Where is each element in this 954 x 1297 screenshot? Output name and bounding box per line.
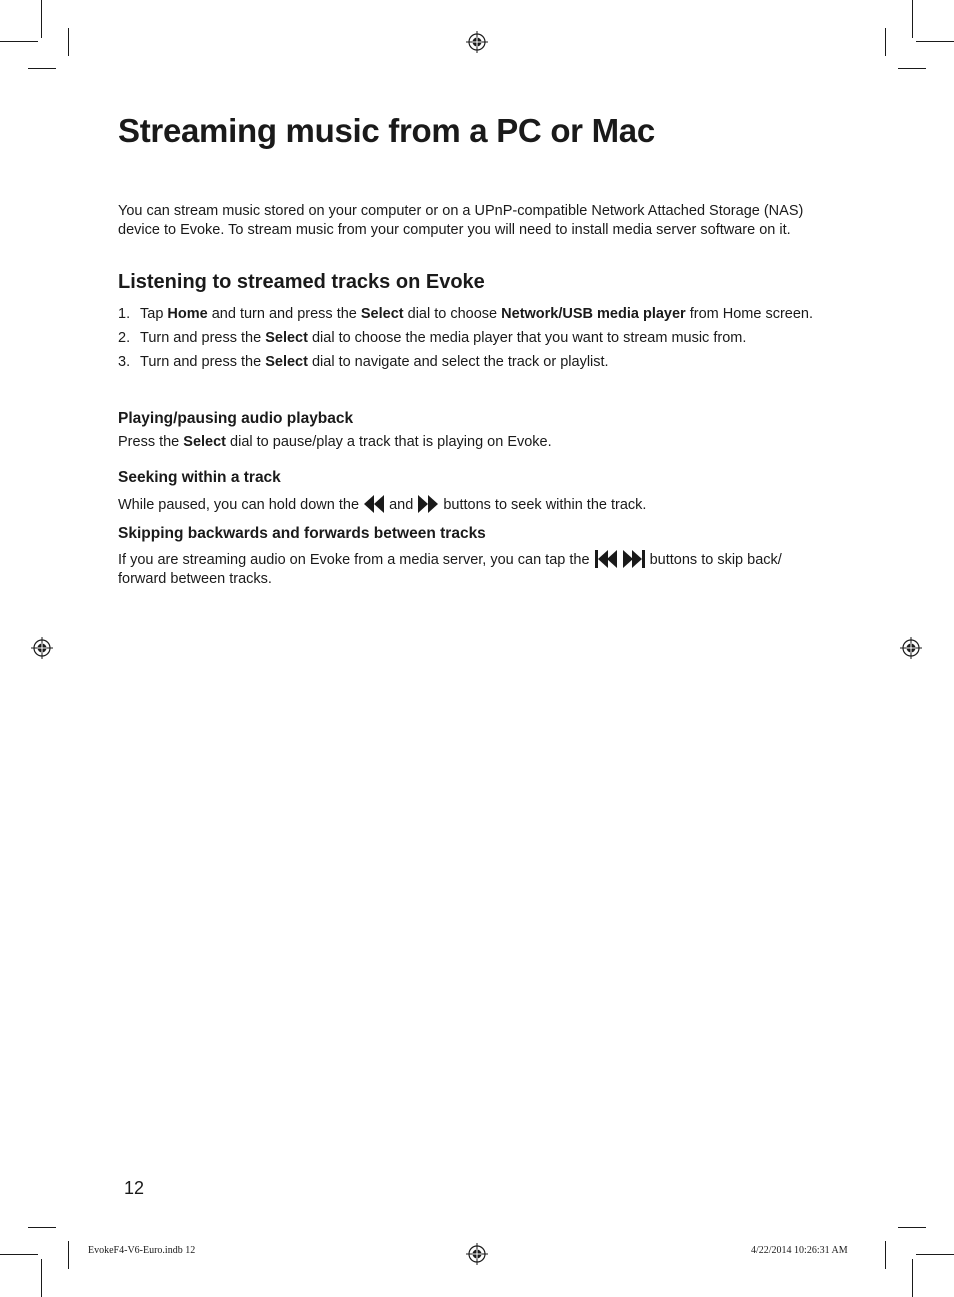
- step-number: 2.: [118, 330, 131, 346]
- paragraph-text: If you are streaming audio on Evoke from a media server, you can tap the: [118, 552, 594, 568]
- step-text: Tap: [140, 306, 168, 322]
- step-keyword: Home: [167, 306, 208, 322]
- paragraph-text: buttons to seek within the track.: [439, 497, 647, 513]
- page-title: Streaming music from a PC or Mac: [118, 112, 655, 149]
- step-text: from Home screen.: [685, 306, 814, 322]
- crop-mark: [28, 68, 56, 69]
- paragraph-text: and: [385, 497, 418, 513]
- list-item: [118, 305, 818, 324]
- rewind-icon: [363, 494, 385, 514]
- intro-paragraph: You can stream music stored on your computer or on a UPnP-compatible Network Attached Storage (NAS) device to Evoke. To stream music from your computer you will need to install media server software on it.: [118, 203, 804, 238]
- section-heading: Listening to streamed tracks on Evoke: [118, 271, 485, 293]
- crop-mark: [912, 0, 913, 38]
- registration-mark-icon: [466, 1243, 488, 1265]
- step-keyword: Select: [360, 306, 404, 322]
- seeking-heading: Seeking within a track: [118, 469, 281, 486]
- crop-mark: [68, 1241, 69, 1269]
- crop-mark: [916, 41, 954, 42]
- paragraph-text: buttons to skip back/ forward between tracks.: [118, 552, 782, 587]
- crop-mark: [0, 41, 38, 42]
- steps-list: [118, 305, 818, 377]
- step-number: 3.: [118, 354, 131, 370]
- crop-mark: [885, 1241, 886, 1269]
- step-text: Turn and press the: [140, 354, 266, 370]
- step-keyword: Select: [265, 354, 308, 370]
- registration-mark-icon: [31, 637, 53, 659]
- registration-mark-icon: [900, 637, 922, 659]
- skipping-paragraph: [118, 549, 828, 589]
- step-text: dial to choose the media player that you want to stream music from.: [307, 330, 747, 346]
- step-text: dial to choose: [403, 306, 502, 322]
- registration-mark-icon: [466, 31, 488, 53]
- playing-heading: Playing/pausing audio playback: [118, 410, 354, 427]
- seeking-paragraph: [118, 494, 828, 515]
- crop-mark: [898, 68, 926, 69]
- step-text: and turn and press the: [207, 306, 361, 322]
- list-item: [118, 353, 818, 372]
- skipping-heading: Skipping backwards and forwards between tracks: [118, 525, 486, 542]
- step-keyword: Network/USB media player: [501, 306, 686, 322]
- crop-mark: [28, 1227, 56, 1228]
- page-number: 12: [124, 1178, 145, 1198]
- list-item: [118, 329, 818, 348]
- crop-mark: [41, 0, 42, 38]
- step-text: dial to navigate and select the track or playlist.: [307, 354, 609, 370]
- crop-mark: [885, 28, 886, 56]
- crop-mark: [0, 1254, 38, 1255]
- crop-mark: [898, 1227, 926, 1228]
- step-keyword: Select: [265, 330, 308, 346]
- step-number: 1.: [118, 306, 131, 322]
- skip-forward-icon: [622, 549, 646, 569]
- paragraph-text: Press the: [118, 434, 184, 450]
- playing-paragraph: [118, 433, 828, 452]
- paragraph-keyword: Select: [183, 434, 227, 450]
- footer-timestamp: 4/22/2014 10:26:31 AM: [751, 1245, 848, 1256]
- paragraph-text: dial to pause/play a track that is playing on Evoke.: [226, 434, 552, 450]
- crop-mark: [916, 1254, 954, 1255]
- paragraph-text: While paused, you can hold down the: [118, 497, 364, 513]
- crop-mark: [68, 28, 69, 56]
- footer-filename: EvokeF4-V6-Euro.indb 12: [88, 1245, 196, 1256]
- fast-forward-icon: [417, 494, 439, 514]
- step-text: Turn and press the: [140, 330, 266, 346]
- crop-mark: [41, 1259, 42, 1297]
- skip-back-icon: [594, 549, 618, 569]
- crop-mark: [912, 1259, 913, 1297]
